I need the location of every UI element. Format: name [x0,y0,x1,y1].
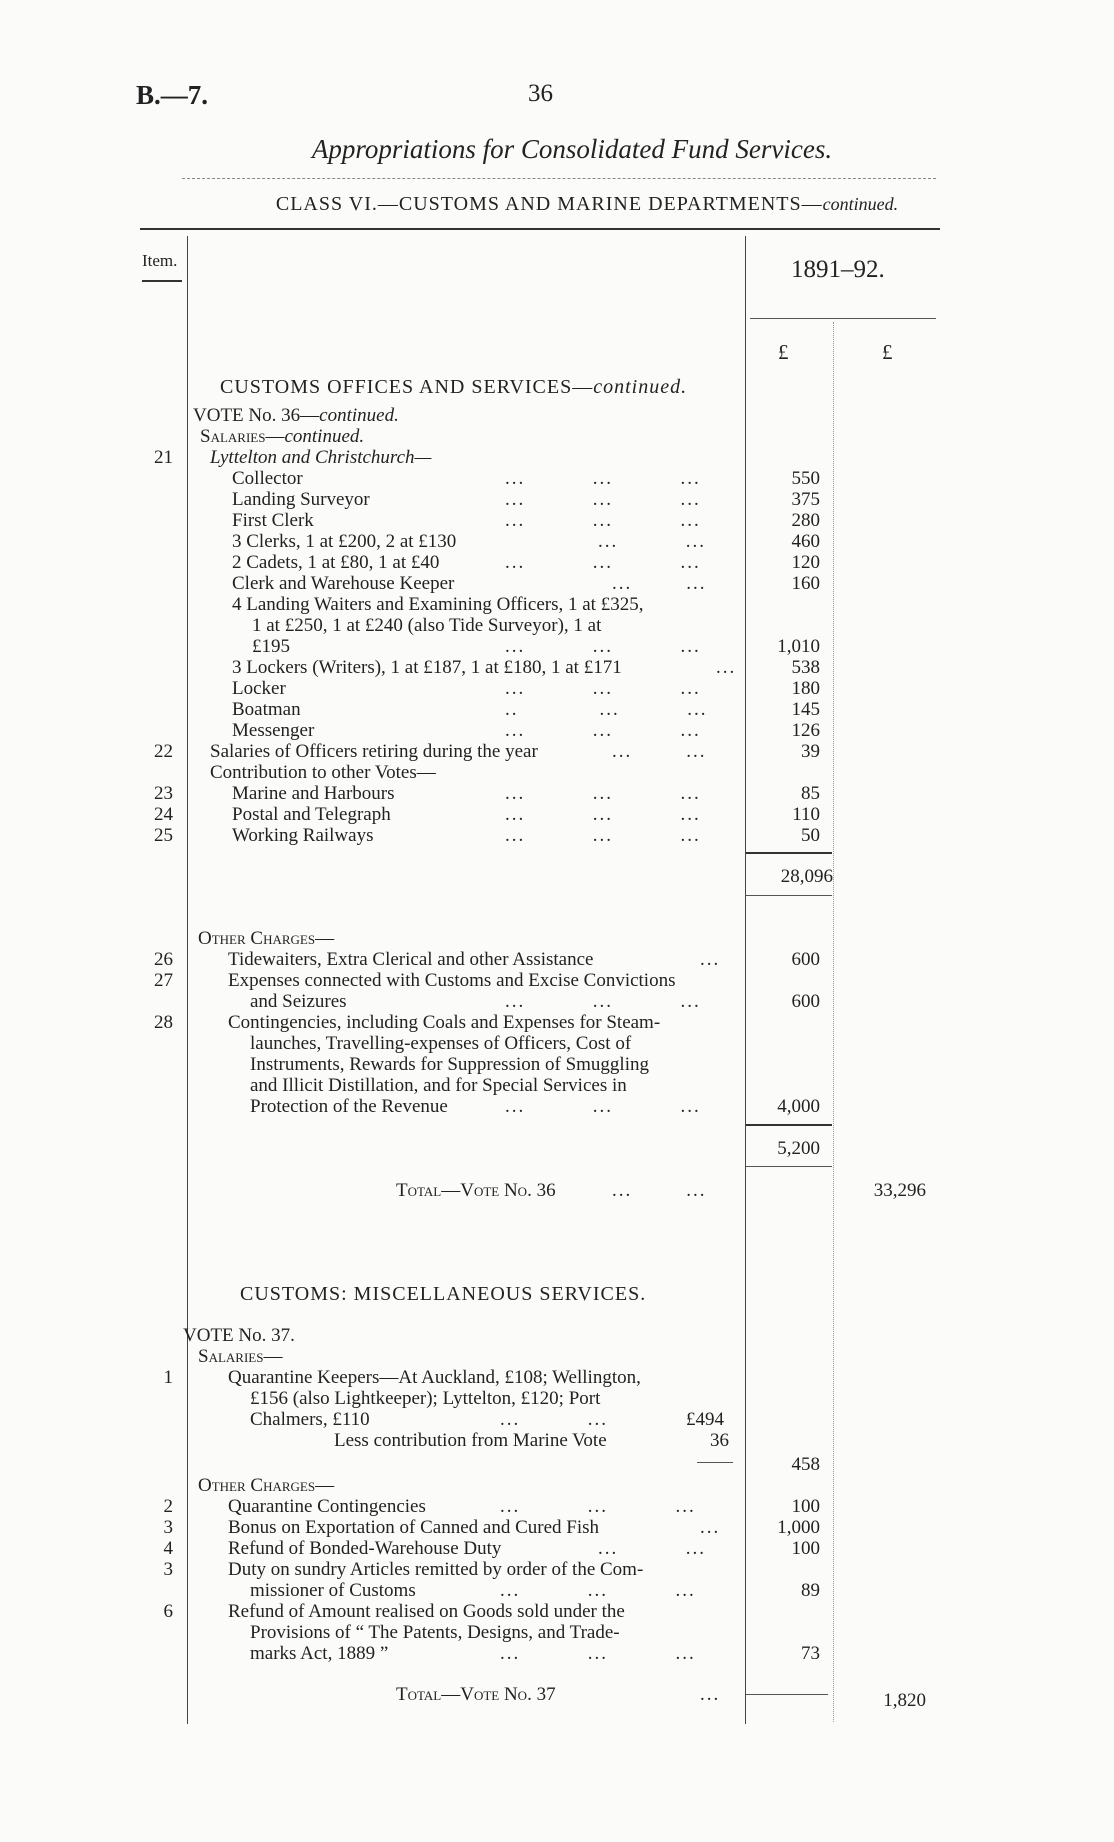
class-title-continued: continued. [822,194,899,214]
amount-column-divider [833,322,834,1722]
amount: 375 [791,489,820,510]
leader-dots: ... ... [598,531,706,552]
total-rule [746,1694,828,1695]
leader-dots: ... ... ... [505,552,701,573]
charge-contingencies-line5: Protection of the Revenue [250,1096,448,1117]
quarantine-keepers-line3: Chalmers, £110 [250,1409,370,1430]
row-postal-telegraph: Postal and Telegraph [232,804,391,825]
amount: 1,000 [777,1517,820,1538]
section-customs-offices-title [220,376,687,399]
charge-tidewaiters: Tidewaiters, Extra Clerical and other Assistance [228,949,594,970]
salaries-heading: Salaries— [198,1346,283,1367]
charge-bonus-exportation: Bonus on Exportation of Canned and Cured Fish [228,1517,599,1538]
leader-dots: ... ... [612,741,707,762]
pound-sign-column-1: £ [778,340,789,364]
row-retiring-salaries: Salaries of Officers retiring during the year [210,741,538,762]
leader-dots: ... ... ... [505,804,701,825]
less-contribution-amount: 36 [710,1430,729,1451]
salaries-continued: continued. [284,426,365,447]
amount: 600 [791,949,820,970]
row-marine-harbours: Marine and Harbours [232,783,395,804]
charge-refund-goods-line2: Provisions of “ The Patents, Designs, and Trade- [250,1622,620,1643]
amount: 160 [791,573,820,594]
leader-dots: ... ... ... [505,468,701,489]
other-charges-subtotal: 5,200 [777,1138,820,1159]
amount: 458 [791,1454,820,1475]
vote-37-heading: VOTE No. 37. [183,1325,295,1346]
vote-36-total: 33,296 [873,1180,926,1201]
item-number: 25 [154,825,173,846]
subtotal-rule [746,852,832,854]
item-number: 21 [154,447,173,468]
leader-dots: ... ... ... [505,825,701,846]
subtotal-rule [746,1124,832,1126]
less-contribution-label: Less contribution from Marine Vote [334,1430,607,1451]
leader-dots: ... ... ... [505,678,701,699]
quarantine-subtotal: £494 [686,1409,724,1430]
item-number: 22 [154,741,173,762]
place-heading: Lyttelton and Christchurch— [210,447,432,468]
item-number: 28 [154,1012,173,1033]
amount: 1,010 [777,636,820,657]
charge-refund-goods-line3: marks Act, 1889 ” [250,1643,389,1664]
item-number: 3 [163,1517,173,1538]
other-charges-heading: Other Charges— [198,1475,335,1496]
item-column-divider [187,236,188,1724]
charge-convictions-line1: Expenses connected with Customs and Excise Convictions [228,970,676,991]
page-number: 36 [528,80,553,107]
item-number: 27 [154,970,173,991]
amount: 89 [801,1580,820,1601]
header-top-rule [140,228,940,230]
salaries-heading [200,426,364,447]
amount: 100 [791,1538,820,1559]
leader-dots: ... ... [612,1180,707,1201]
charge-contingencies-line4: and Illicit Distillation, and for Special Services in [250,1075,627,1096]
amount: 39 [801,741,820,762]
row-first-clerk: First Clerk [232,510,314,531]
vote-37-total: 1,820 [883,1690,926,1711]
page-title: Appropriations for Consolidated Fund Services. [311,134,833,164]
class-title [0,193,1114,216]
row-landing-waiters-2: 1 at £250, 1 at £240 (also Tide Surveyor), 1 at [252,615,602,636]
leader-dots: ... ... ... [505,1096,701,1117]
quarantine-keepers-line1: Quarantine Keepers—At Auckland, £108; Wellington, [228,1367,641,1388]
quarantine-keepers-line2: £156 (also Lightkeeper); Lyttelton, £120; Port [250,1388,601,1409]
charge-duty-remitted-line2: missioner of Customs [250,1580,416,1601]
item-number: 6 [163,1601,173,1622]
row-landing-waiters-1: 4 Landing Waiters and Examining Officers, 1 at £325, [232,594,644,615]
vote-36-heading [193,405,399,426]
amount: 120 [791,552,820,573]
amount: 73 [801,1643,820,1664]
title-rule [182,178,936,179]
section-title-continued: continued. [593,376,688,398]
vote-36-label: VOTE No. 36— [193,405,320,426]
item-number: 2 [163,1496,173,1517]
year-column-header: 1891–92. [791,256,885,283]
leader-dots: ... ... ... [500,1643,696,1664]
row-locker: Locker [232,678,286,699]
leader-dots: ... ... ... [505,510,701,531]
amount: 180 [791,678,820,699]
amount: 550 [791,468,820,489]
amount: 538 [791,657,820,678]
leader-dots: ... [700,1684,721,1705]
item-number: 4 [163,1538,173,1559]
leader-dots: ... ... ... [505,636,701,657]
charge-contingencies-line2: launches, Travelling-expenses of Officers, Cost of [250,1033,632,1054]
charge-refund-goods-line1: Refund of Amount realised on Goods sold under the [228,1601,625,1622]
section-title-main: CUSTOMS OFFICES AND SERVICES— [220,376,594,398]
amount: 110 [792,804,820,825]
leader-dots: ... ... ... [505,489,701,510]
amount: 126 [791,720,820,741]
item-number: 26 [154,949,173,970]
row-warehouse-keeper: Clerk and Warehouse Keeper [232,573,455,594]
leader-dots: ... ... ... [505,991,701,1012]
leader-dots: ... [700,949,721,970]
leader-dots: ... ... ... [505,783,701,804]
row-lockers-writers: 3 Lockers (Writers), 1 at £187, 1 at £180, 1 at £171 [232,657,622,678]
item-number: 1 [163,1367,173,1388]
leader-dots: ... ... ... [500,1580,696,1601]
document-reference: B.—7. [136,80,209,110]
item-column-header: Item. [142,251,178,270]
item-number: 3 [163,1559,173,1580]
amount: 4,000 [777,1096,820,1117]
subtotal-bottom-rule [746,895,832,896]
other-charges-heading: Other Charges— [198,928,335,949]
year-header-rule [750,318,936,319]
row-working-railways: Working Railways [232,825,374,846]
charge-contingencies-line3: Instruments, Rewards for Suppression of Smuggling [250,1054,649,1075]
leader-dots: ... ... ... [505,720,701,741]
subtotal-bottom-rule [746,1166,832,1167]
leader-dots: .. ... ... [505,699,708,720]
row-cadets: 2 Cadets, 1 at £80, 1 at £40 [232,552,440,573]
row-messenger: Messenger [232,720,315,741]
amount: 85 [801,783,820,804]
amount: 50 [801,825,820,846]
leader-dots: ... ... ... [500,1496,696,1517]
class-title-main: CLASS VI.—CUSTOMS AND MARINE DEPARTMENTS— [275,193,823,215]
row-landing-surveyor: Landing Surveyor [232,489,370,510]
vote-36-total-label: Total—Vote No. 36 [396,1180,556,1201]
row-contribution-heading: Contribution to other Votes— [210,762,436,783]
row-landing-waiters-3: £195 [252,636,290,657]
charge-quarantine-contingencies: Quarantine Contingencies [228,1496,426,1517]
row-boatman: Boatman [232,699,301,720]
salaries-subtotal: 28,096 [780,866,833,887]
item-header-rule [142,280,182,282]
amount: 100 [791,1496,820,1517]
less-rule [697,1462,733,1463]
charge-contingencies-line1: Contingencies, including Coals and Expenses for Steam- [228,1012,661,1033]
charge-duty-remitted-line1: Duty on sundry Articles remitted by order of the Com- [228,1559,644,1580]
amount: 600 [791,991,820,1012]
amount: 460 [791,531,820,552]
vote-36-continued: continued. [319,405,399,426]
leader-dots: ... [700,1517,721,1538]
section-customs-misc-title: CUSTOMS: MISCELLANEOUS SERVICES. [240,1283,647,1305]
salaries-label: Salaries— [200,426,285,447]
leader-dots: ... [716,657,737,678]
amount: 145 [791,699,820,720]
pound-sign-column-2: £ [882,340,893,364]
row-clerks: 3 Clerks, 1 at £200, 2 at £130 [232,531,457,552]
leader-dots: ... ... [598,1538,706,1559]
charge-refund-bonded: Refund of Bonded-Warehouse Duty [228,1538,502,1559]
row-collector: Collector [232,468,303,489]
amount: 280 [791,510,820,531]
item-number: 24 [154,804,173,825]
leader-dots: ... ... [500,1409,608,1430]
leader-dots: ... ... [612,573,707,594]
vote-37-total-label: Total—Vote No. 37 [396,1684,556,1705]
charge-convictions-line2: and Seizures [250,991,347,1012]
item-number: 23 [154,783,173,804]
